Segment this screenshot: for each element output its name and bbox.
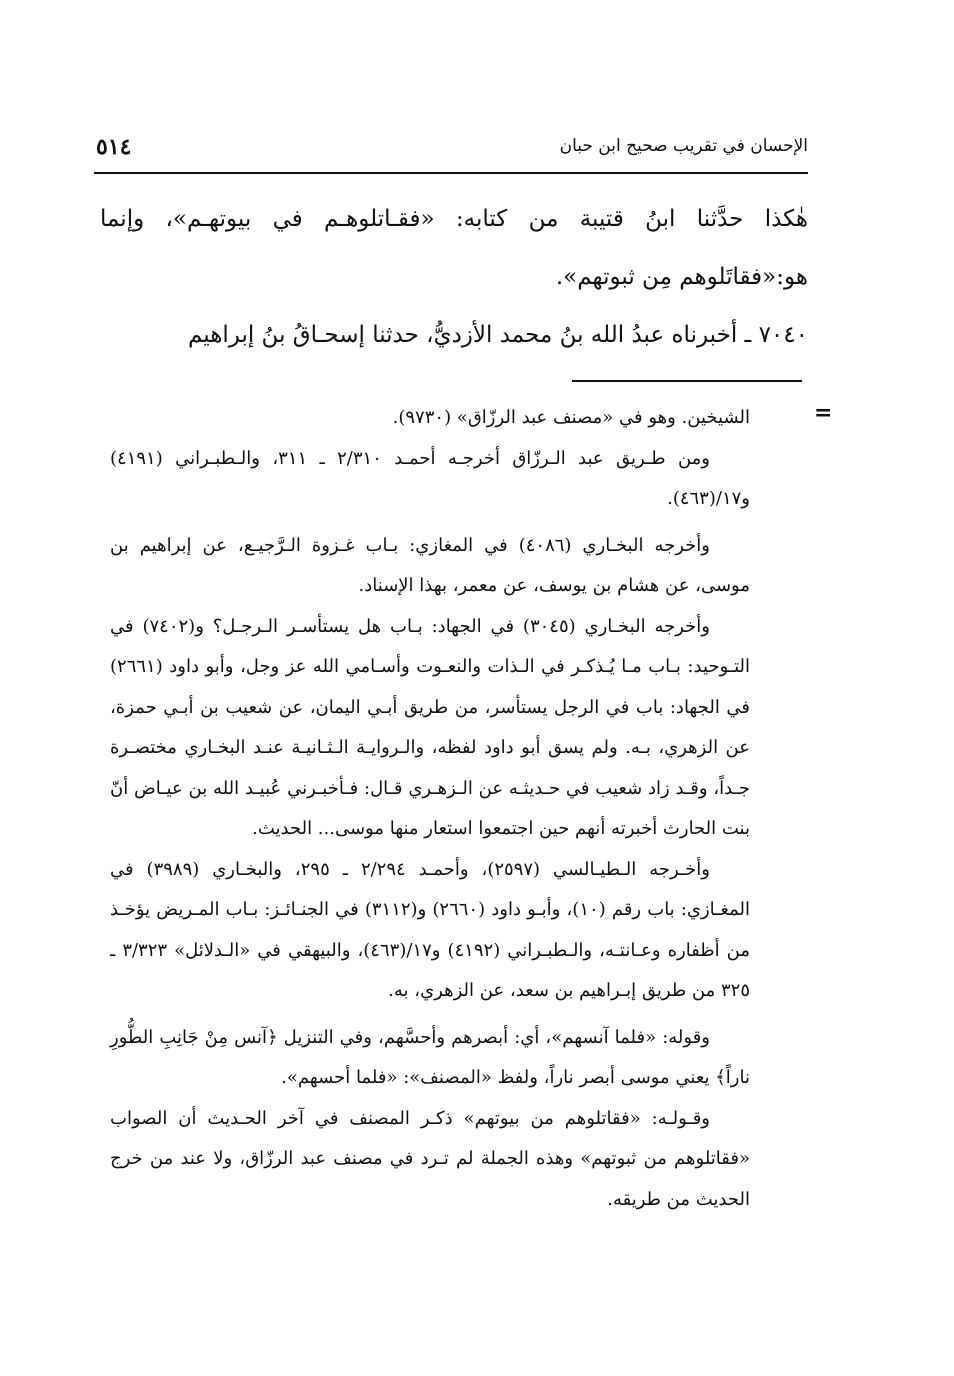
footnote-paragraph-4: وأخرجه البخـاري (٣٠٤٥) في الجهاد: بـاب هل يستأسـر الـرجـل؟ و(٧٤٠٢) في التـوحيد: بـاب مـا يُـذكـر في الـذات والنعـوت وأسـامي الله عز وجل، وأبو داود (٢٦٦١) في الجهاد: باب في الرجل يستأسر، من طريق أبـي اليمان، عن شعيب بن أبـي حمزة، عن الزهري، بـه. ولم يسق أبو داود لفظه، والـروايـة الـثـانيـة عنـد البخـاري مختصـرة جـداً، وقـد زاد شعيب في حـديثـه عن الـزهـري قـال: فـأخبـرني عُبيـد الله بن عيـاض أنّ بنت الحارث أخبرته أنهم حين اجتمعوا استعار منها موسى... الحديث.: [110, 615, 750, 839]
footnote-paragraph-1: الشيخين. وهو في «مصنف عبد الرزّاق» (٩٧٣٠).: [392, 407, 750, 428]
running-title: الإحسان في تقريب صحيح ابن حبان: [559, 136, 808, 156]
footnotes: [110, 398, 750, 1220]
footnote-continuation-marker: =: [814, 400, 833, 426]
hadith-entry-7040: ٧٠٤٠ ـ أخبرناه عبدُ الله بنُ محمد الأزديُّ، حدثنا إسحـاقُ بنُ إبراهيم: [188, 322, 808, 348]
footnote-paragraph-6: وقوله: «فلما آنسهم»، أي: أبصرهم وأحسَّهم، وفي التنزيل ﴿آنس مِنْ جَانِبِ الطُّورِ ناراً﴾ يعني موسى أبصر ناراً، ولفظ «المصنف»: «فلما أحسهم».: [110, 1026, 750, 1088]
main-text: [100, 190, 808, 364]
page-number: ٥١٤: [96, 134, 132, 160]
header-rule: [94, 172, 808, 174]
footnote-separator: [572, 380, 802, 382]
footnote-paragraph-5: وأخـرجه الـطيـالسي (٢٥٩٧)، وأحمـد ٢/٢٩٤ ـ ٢٩٥، والبخـاري (٣٩٨٩) في المغـازي: باب رقم (١٠)، وأبـو داود (٢٦٦٠) و(٣١١٢) في الجنـائـز: بـاب المـريض يؤخـذ من أظفاره وعـانتـه، والـطبـراني (٤١٩٢) و١٧/(٤٦٣)، والبيهقي في «الـدلائل» ٣/٣٢٣ ـ ٣٢٥ من طريق إبـراهيم بن سعد، عن الزهري، به.: [110, 858, 751, 1001]
footnote-paragraph-3: وأخرجه البخـاري (٤٠٨٦) في المغازي: بـاب غـزوة الـرَّجيـع، عن إبراهيم بن موسى، عن هشام بن يوسف، عن معمر، بهذا الإسناد.: [110, 534, 750, 596]
main-paragraph-1: هٰكذا حدَّثنا ابنُ قتيبة من كتابه: «فقـاتلوهـم في بيوتهـم»، وإنما هو:«فقاتَلوهم مِن ثبوتهم».: [100, 206, 808, 290]
footnote-paragraph-7: وقـولـه: «فقاتلوهم من بيوتهم» ذكـر المصنف في آخر الحـديث أن الصواب «فقاتلوهم من ثبوتهم» وهذه الجملة لم تـرد في مصنف عبد الرزّاق، ولا عند من خرج الحديث من طريقه.: [110, 1107, 750, 1210]
page-header: [96, 128, 808, 172]
footnote-paragraph-2: ومن طـريق عبد الـرزّاق أخرجـه أحمـد ٢/٣١٠ ـ ٣١١، والـطبـراني (٤١٩١) و١٧/(٤٦٣).: [110, 447, 750, 509]
